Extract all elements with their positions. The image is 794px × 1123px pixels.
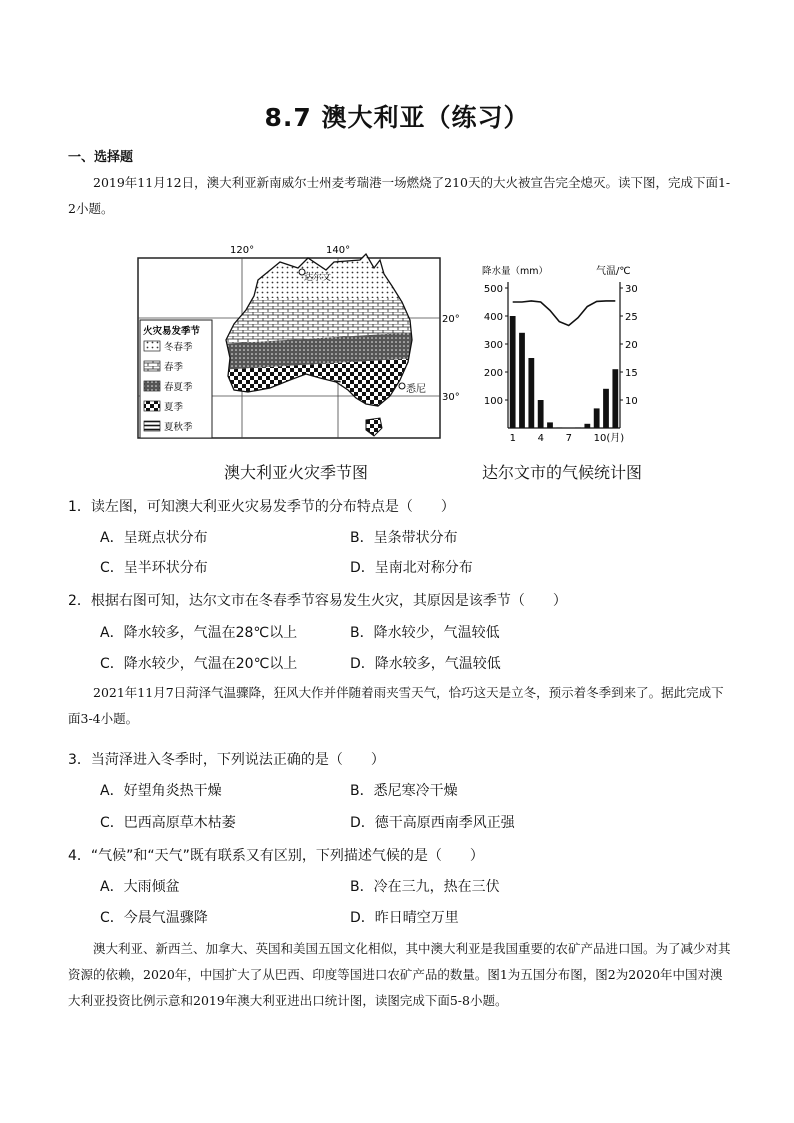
precip-bar [556,427,562,428]
lat-label-30: 30° [442,392,460,403]
precip-tick-label: 500 [483,284,503,295]
precip-bar [519,333,525,428]
intro-paragraph-1: 2019年11月12日，澳大利亚新南威尔士州麦考瑞港一场燃烧了210天的大火被宣告完全熄灭。读下图，完成下面1-2小题。 [68,175,731,216]
temp-tick-label: 10 [625,396,638,407]
temp-tick-label: 20 [625,340,638,351]
precip-bar [603,389,609,428]
month-tick-label: 4 [537,433,545,444]
q4-option-c[interactable]: C．今晨气温骤降 [100,910,208,926]
legend-item-winter-spring: 冬春季 [164,342,193,353]
section-heading: 一、选择题 [68,150,134,165]
intro-paragraph-2: 2021年11月7日菏泽气温骤降，狂风大作并伴随着雨夹雪天气，恰巧这天是立冬，预示着冬季到来了。据此完成下面3-4小题。 [68,685,724,726]
question-1: 1．读左图，可知澳大利亚火灾易发季节的分布特点是（ ） [68,499,455,515]
lon-label-120: 120° [230,245,255,256]
q4-option-a[interactable]: A．大雨倾盆 [100,879,180,895]
question-2: 2．根据右图可知，达尔文市在冬春季节容易发生火灾，其原因是该季节（ ） [68,593,567,609]
question-3: 3．当菏泽进入冬季时，下列说法正确的是（ ） [68,752,385,768]
page-title: 8.7 澳大利亚（练习） [264,103,530,132]
darwin-climate-chart [474,258,674,448]
precip-bar [547,422,553,428]
q2-option-d[interactable]: D．降水较多，气温较低 [350,656,501,672]
month-tick-label: 10(月) [593,433,625,444]
lon-label-140: 140° [326,245,351,256]
q1-option-d[interactable]: D．呈南北对称分布 [350,560,473,576]
precip-bar [510,316,516,428]
question-4: 4．“气候”和“天气”既有联系又有区别，下列描述气候的是（ ） [68,848,484,864]
q3-option-b[interactable]: B．悉尼寒冷干燥 [350,783,458,799]
lat-label-20: 20° [442,314,460,325]
precip-bar [594,408,600,428]
climate-caption: 达尔文市的气候统计图 [482,463,643,482]
q3-option-a[interactable]: A．好望角炎热干燥 [100,783,222,799]
precip-bar [575,427,581,428]
q2-option-b[interactable]: B．降水较少，气温较低 [350,625,500,641]
map-caption: 澳大利亚火灾季节图 [224,463,369,482]
map-legend [140,320,212,438]
q1-option-b[interactable]: B．呈条带状分布 [350,530,458,546]
precip-bar [528,358,534,428]
q4-option-b[interactable]: B．冷在三九，热在三伏 [350,879,500,895]
temp-tick-label: 15 [625,368,638,379]
q3-option-c[interactable]: C．巴西高原草木枯萎 [100,815,236,831]
temperature-line [513,301,616,326]
legend-item-spring: 春季 [164,362,184,373]
precip-tick-label: 400 [483,312,503,323]
intro-paragraph-3: 澳大利亚、新西兰、加拿大、英国和美国五国文化相似，其中澳大利亚是我国重要的农矿产品进口国。为了减少对其资源的依赖，2020年，中国扩大了从巴西、印度等国进口农矿产品的数量。图1为五国分布图，图2为2020年中国对澳大利亚投资比例示意和2019年澳大利亚进出口统计图，读图完成下面5-8小题。 [68,941,731,1008]
legend-item-spring-summer: 春夏季 [164,382,193,393]
precip-tick-label: 300 [483,340,503,351]
q3-option-d[interactable]: D．德干高原西南季风正强 [350,815,515,831]
legend-title: 火灾易发季节 [143,326,201,337]
legend-item-summer-autumn: 夏秋季 [164,422,193,433]
q4-option-d[interactable]: D．昨日晴空万里 [350,910,459,926]
month-tick-label: 1 [509,433,517,444]
temp-axis-title: 气温/℃ [596,266,631,277]
sydney-marker [399,383,405,389]
darwin-label: 达尔文 [304,273,332,283]
australia-fire-map [130,240,460,450]
q2-option-a[interactable]: A．降水较多，气温在28℃以上 [100,625,298,641]
q1-option-a[interactable]: A．呈斑点状分布 [100,530,208,546]
temp-tick-label: 25 [625,312,638,323]
q1-option-c[interactable]: C．呈半环状分布 [100,560,208,576]
precip-bar [612,369,618,428]
precip-bar [584,424,590,428]
month-tick-label: 7 [565,433,573,444]
legend-item-summer: 夏季 [164,402,184,413]
precip-axis-title: 降水量（mm） [482,266,549,277]
precip-tick-label: 200 [483,368,503,379]
sydney-label: 悉尼 [406,384,426,395]
temp-tick-label: 30 [625,284,638,295]
precip-tick-label: 100 [483,396,503,407]
precip-bar [538,400,544,428]
q2-option-c[interactable]: C．降水较少，气温在20℃以上 [100,656,298,672]
